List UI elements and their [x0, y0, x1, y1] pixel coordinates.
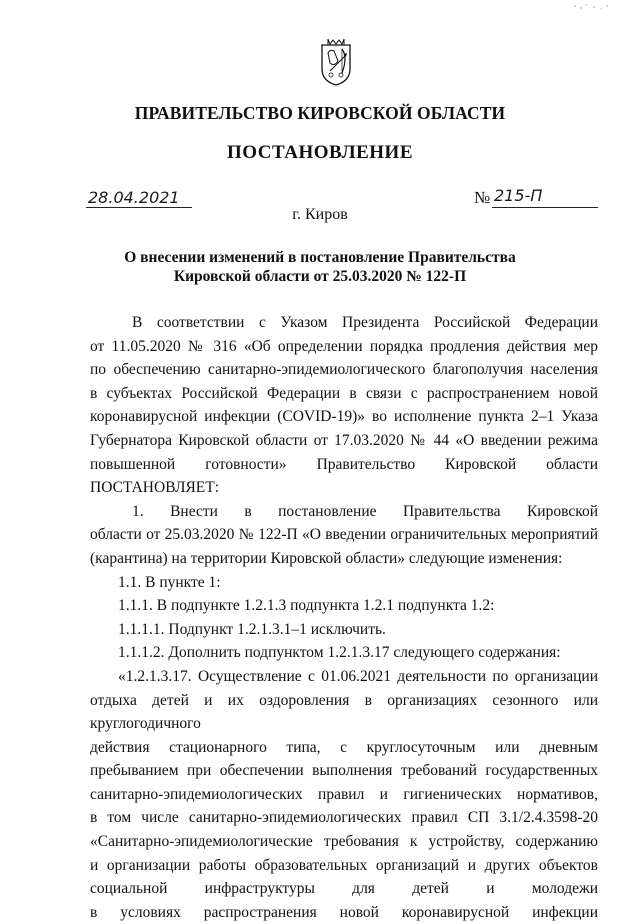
body-line: повышенной готовности» Правительство Кировской области [90, 455, 598, 473]
body-line: 1. Внести в постановление Правительства Кировской [132, 502, 598, 520]
document-date: 28.04.2021 [88, 188, 180, 207]
body-line: «Санитарно-эпидемиологические требования к устройству, содержанию [90, 833, 598, 851]
document-subject [100, 248, 540, 286]
subject-line: О внесении изменений в постановление Правительства [124, 249, 516, 266]
subject-line: Кировской области от 25.03.2020 № 122-П [173, 268, 467, 285]
organization-title: ПРАВИТЕЛЬСТВО КИРОВСКОЙ ОБЛАСТИ [134, 103, 506, 123]
number-label: № [474, 188, 491, 207]
body-line: санитарно-эпидемиологических правил и гигиенических нормативов, [90, 785, 598, 803]
body-line: от 11.05.2020 № 316 «Об определении порядка продления действия мер [90, 337, 598, 355]
body-line: действия стационарного типа, с круглосуточным или дневным [90, 738, 598, 756]
body-line: коронавирусной инфекции (COVID-19)» во исполнение пункта 2–1 Указа [90, 408, 598, 426]
body-line: В соответствии с Указом Президента Российской Федерации [132, 314, 598, 331]
body-line: в субъектах Российской Федерации в связи с распространением новой [90, 384, 598, 402]
body-line: пребыванием при обеспечении выполнения требований государственных [90, 762, 598, 780]
coat-of-arms-icon [316, 35, 356, 87]
body-line: отдыха детей и их оздоровления в организациях сезонного или круглогодичного [90, 691, 598, 733]
body-line: 1.1.1.2. Дополнить подпунктом 1.2.1.3.17 следующего содержания: [118, 644, 561, 662]
body-line: в том числе санитарно-эпидемиологических правил СП 3.1/2.4.3598-20 [90, 809, 598, 827]
body-line: в условиях распространения новой коронавирусной инфекции [90, 903, 598, 921]
scan-mark [572, 2, 612, 12]
body-line: Губернатора Кировской области от 17.03.2020 № 44 «О введении режима [90, 431, 598, 449]
document-body [90, 311, 598, 924]
body-line: 1.1.1. В подпункте 1.2.1.3 подпункта 1.2.1 подпункта 1.2: [118, 597, 495, 615]
body-line: социальной инфраструктуры для детей и молодежи [90, 880, 598, 898]
body-line: «1.2.1.3.17. Осуществление с 01.06.2021 деятельности по организации [118, 667, 598, 685]
city: г. Киров [292, 206, 348, 223]
document-type: ПОСТАНОВЛЕНИЕ [226, 142, 414, 163]
body-line: 1.1. В пункте 1: [118, 573, 221, 591]
body-line: (карантина) на территории Кировской области» следующие изменения: [90, 549, 563, 567]
body-line: области от 25.03.2020 № 122-П «О введении ограничительных мероприятий [90, 526, 598, 544]
document-number: 215-П [494, 186, 543, 205]
body-line: и организации работы образовательных организаций и других объектов [90, 856, 598, 874]
body-line: по обеспечению санитарно-эпидемиологического благополучия населения [90, 361, 598, 379]
body-line: ПОСТАНОВЛЯЕТ: [90, 479, 220, 497]
body-line: 1.1.1.1. Подпункт 1.2.1.3.1–1 исключить. [118, 620, 386, 638]
